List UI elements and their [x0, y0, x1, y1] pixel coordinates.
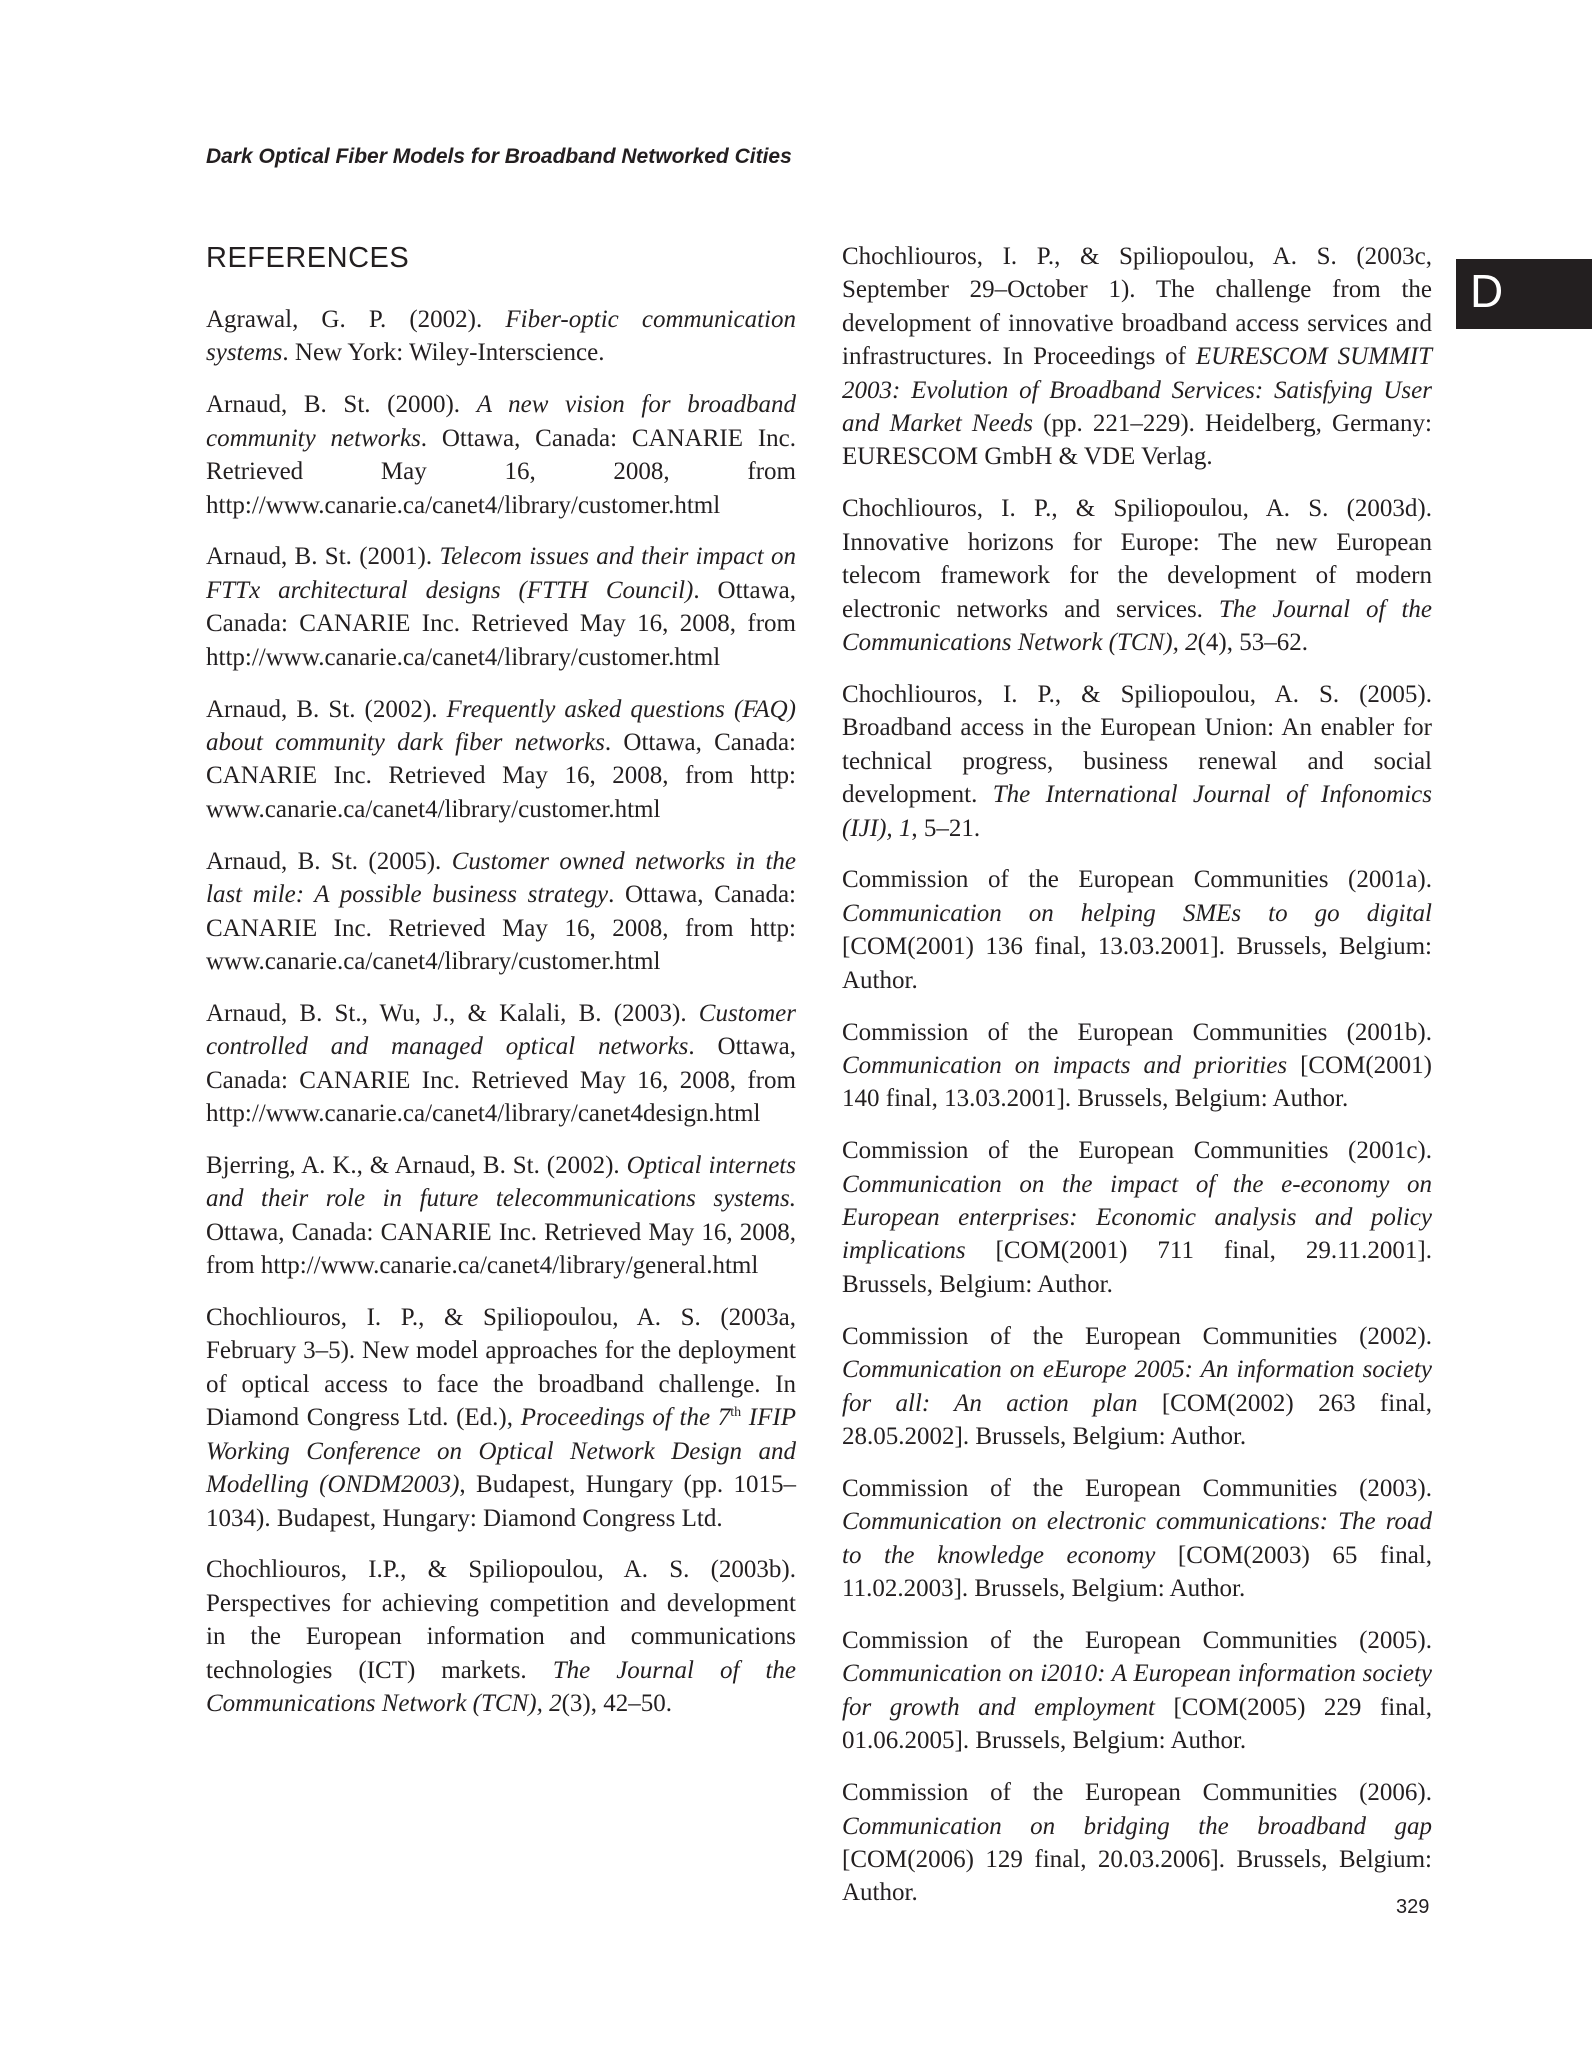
page-number: 329: [1396, 1896, 1430, 1918]
left-column: [206, 236, 796, 1739]
running-title: Dark Optical Fiber Models for Broadband Networked Cities: [206, 145, 792, 168]
section-tab-letter: D: [1470, 265, 1504, 317]
section-heading: REFERENCES: [206, 242, 410, 274]
right-column: [842, 240, 1432, 1928]
reference-entry: Commission of the European Communities (2005). Communication on i2010: A European information society for growth and employment [COM(2005) 229 final, 01.06.2005]. Brussels, Belgium: Author.: [842, 1627, 1433, 1755]
reference-entry: Arnaud, B. St., Wu, J., & Kalali, B. (2003). Customer controlled and managed optical networks. Ottawa, Canada: CANARIE Inc. Retrieved May 16, 2008, from http://www.canarie.ca/canet4/library/canet4design.html: [206, 999, 796, 1128]
reference-entry: Commission of the European Communities (2002). Communication on eEurope 2005: An information society for all: An action plan [COM(2002) 263 final, 28.05.2002]. Brussels, Belgium: Author.: [842, 1322, 1432, 1450]
reference-entry: Arnaud, B. St. (2005). Customer owned networks in the last mile: A possible business strategy. Ottawa, Canada: CANARIE Inc. Retrieved May 16, 2008, from http: www.canarie.ca/canet4/library/customer.html: [206, 847, 797, 975]
reference-entry: Arnaud, B. St. (2000). A new vision for broadband community networks. Ottawa, Canada: CANARIE Inc. Retrieved May 16, 2008, from http://www.canarie.ca/canet4/library/customer.html: [206, 391, 796, 519]
reference-entry: Commission of the European Communities (2003). Communication on electronic communications: The road to the knowledge economy [COM(2003) 65 final, 11.02.2003]. Brussels, Belgium: Author.: [842, 1474, 1432, 1603]
reference-entry: Commission of the European Communities (2001c). Communication on the impact of the e-economy on European enterprises: Economic analysis and policy implications [COM(2001) 711 final, 29.11.2001]. Brussels, Belgium: Author.: [842, 1137, 1432, 1298]
reference-entry: Commission of the European Communities (2006). Communication on bridging the broadband gap [COM(2006) 129 final, 20.03.2006]. Brussels, Belgium: Author.: [842, 1779, 1432, 1907]
section-tab: [1456, 259, 1592, 329]
reference-entry: Commission of the European Communities (2001b). Communication on impacts and priorities [COM(2001) 140 final, 13.03.2001]. Brussels, Belgium: Author.: [842, 1018, 1432, 1113]
reference-entry: Chochliouros, I. P., & Spiliopoulou, A. S. (2003d). Innovative horizons for Europe: The new European telecom framework for the development of modern electronic networks and services. The Journal of the Communications Network (TCN), 2(4), 53–62.: [842, 495, 1432, 656]
reference-entry: Chochliouros, I.P., & Spiliopoulou, A. S. (2003b). Perspectives for achieving competition and development in the European information and communications technologies (ICT) markets. The Journal of the Communications Network (TCN), 2(3), 42–50.: [206, 1556, 796, 1718]
reference-entry: Chochliouros, I. P., & Spiliopoulou, A. S. (2005). Broadband access in the European Union: An enabler for technical progress, business renewal and social development. The International Journal of Infonomics (IJI), 1, 5–21.: [842, 680, 1432, 842]
reference-entry: Agrawal, G. P. (2002). Fiber-optic communication systems. New York: Wiley-Interscience.: [206, 306, 796, 367]
reference-entry: Chochliouros, I. P., & Spiliopoulou, A. S. (2003c, September 29–October 1). The challenge from the development of innovative broadband access services and infrastructures. In Proceedings of EURESCOM SUMMIT 2003: Evolution of Broadband Services: Satisfying User and Market Needs (pp. 221–229). Heidelberg, Germany: EURESCOM GmbH & VDE Verlag.: [842, 243, 1432, 471]
reference-entry: Chochliouros, I. P., & Spiliopoulou, A. S. (2003a, February 3–5). New model approaches for the deployment of optical access to face the broadband challenge. In Diamond Congress Ltd. (Ed.), Proceedings of the 7th IFIP Working Conference on Optical Network Design and Modelling (ONDM2003), Budapest, Hungary (pp. 1015–1034). Budapest, Hungary: Diamond Congress Ltd.: [206, 1304, 796, 1532]
reference-entry: Arnaud, B. St. (2001). Telecom issues and their impact on FTTx architectural designs (FTTH Council). Ottawa, Canada: CANARIE Inc. Retrieved May 16, 2008, from http://www.canarie.ca/canet4/library/customer.html: [206, 543, 796, 671]
reference-entry: Commission of the European Communities (2001a). Communication on helping SMEs to go digital [COM(2001) 136 final, 13.03.2001]. Brussels, Belgium: Author.: [842, 866, 1432, 994]
reference-entry: Bjerring, A. K., & Arnaud, B. St. (2002). Optical internets and their role in future telecommunications systems. Ottawa, Canada: CANARIE Inc. Retrieved May 16, 2008, from http://www.canarie.ca/canet4/library/general.html: [206, 1151, 796, 1280]
reference-entry: Arnaud, B. St. (2002). Frequently asked questions (FAQ) about community dark fiber networks. Ottawa, Canada: CANARIE Inc. Retrieved May 16, 2008, from http: www.canarie.ca/canet4/library/customer.html: [206, 695, 797, 823]
